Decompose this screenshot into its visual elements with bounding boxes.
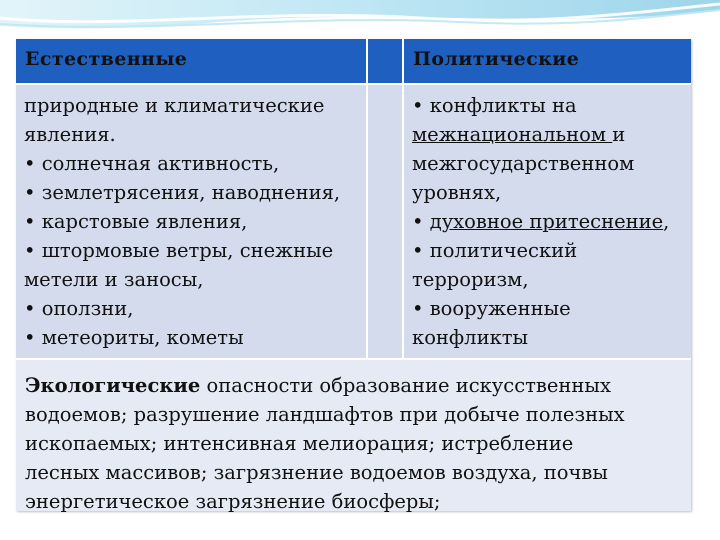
political-line: • конфликты на	[412, 94, 577, 117]
header-political: Политические	[404, 39, 691, 83]
hazards-table	[16, 39, 691, 511]
ecological-hazards-cell	[16, 360, 691, 511]
political-hazards-cell	[404, 85, 691, 358]
natural-line: • солнечная активность,	[24, 152, 280, 175]
header-natural: Естественные	[16, 39, 366, 83]
political-line	[412, 120, 685, 149]
natural-line: природные и климатические	[24, 94, 325, 117]
ecological-line: водоемов; разрушение ландшафтов при добыче полезных	[25, 403, 625, 426]
natural-hazards-cell	[16, 85, 366, 358]
political-line: терроризм,	[412, 268, 529, 291]
political-line: • политический	[412, 239, 578, 262]
header-spacer	[368, 39, 402, 83]
natural-line: • штормовые ветры, снежные	[24, 239, 334, 262]
natural-line: метели и заносы,	[24, 268, 204, 291]
political-text: и	[612, 123, 626, 146]
political-text: ,	[663, 210, 670, 233]
political-line: межгосударственном	[412, 152, 635, 175]
natural-line: • землетрясения, наводнения,	[24, 181, 341, 204]
natural-line: • метеориты, кометы	[24, 326, 244, 349]
ecological-line: энергетическое загрязнение биосферы;	[25, 490, 441, 513]
ecological-heading: Экологические	[25, 374, 201, 397]
natural-line: • карстовые явления,	[24, 210, 248, 233]
political-line: уровнях,	[412, 181, 502, 204]
decorative-wave-banner	[0, 0, 720, 40]
political-line: • вооруженные	[412, 297, 571, 320]
underlined-text: межнациональном	[412, 123, 613, 146]
middle-spacer-cell	[368, 85, 402, 358]
underlined-text: духовное притеснение	[429, 210, 664, 233]
ecological-line	[25, 371, 685, 400]
political-line: конфликты	[412, 326, 529, 349]
ecological-text: опасности образование искусственных	[200, 374, 611, 397]
natural-line: • оползни,	[24, 297, 134, 320]
political-line	[412, 207, 685, 236]
bullet: •	[412, 210, 430, 233]
ecological-line: ископаемых; интенсивная мелиорация; истребление	[25, 432, 574, 455]
natural-line: явления.	[24, 123, 116, 146]
ecological-line: лесных массивов; загрязнение водоемов воздуха, почвы	[25, 461, 608, 484]
